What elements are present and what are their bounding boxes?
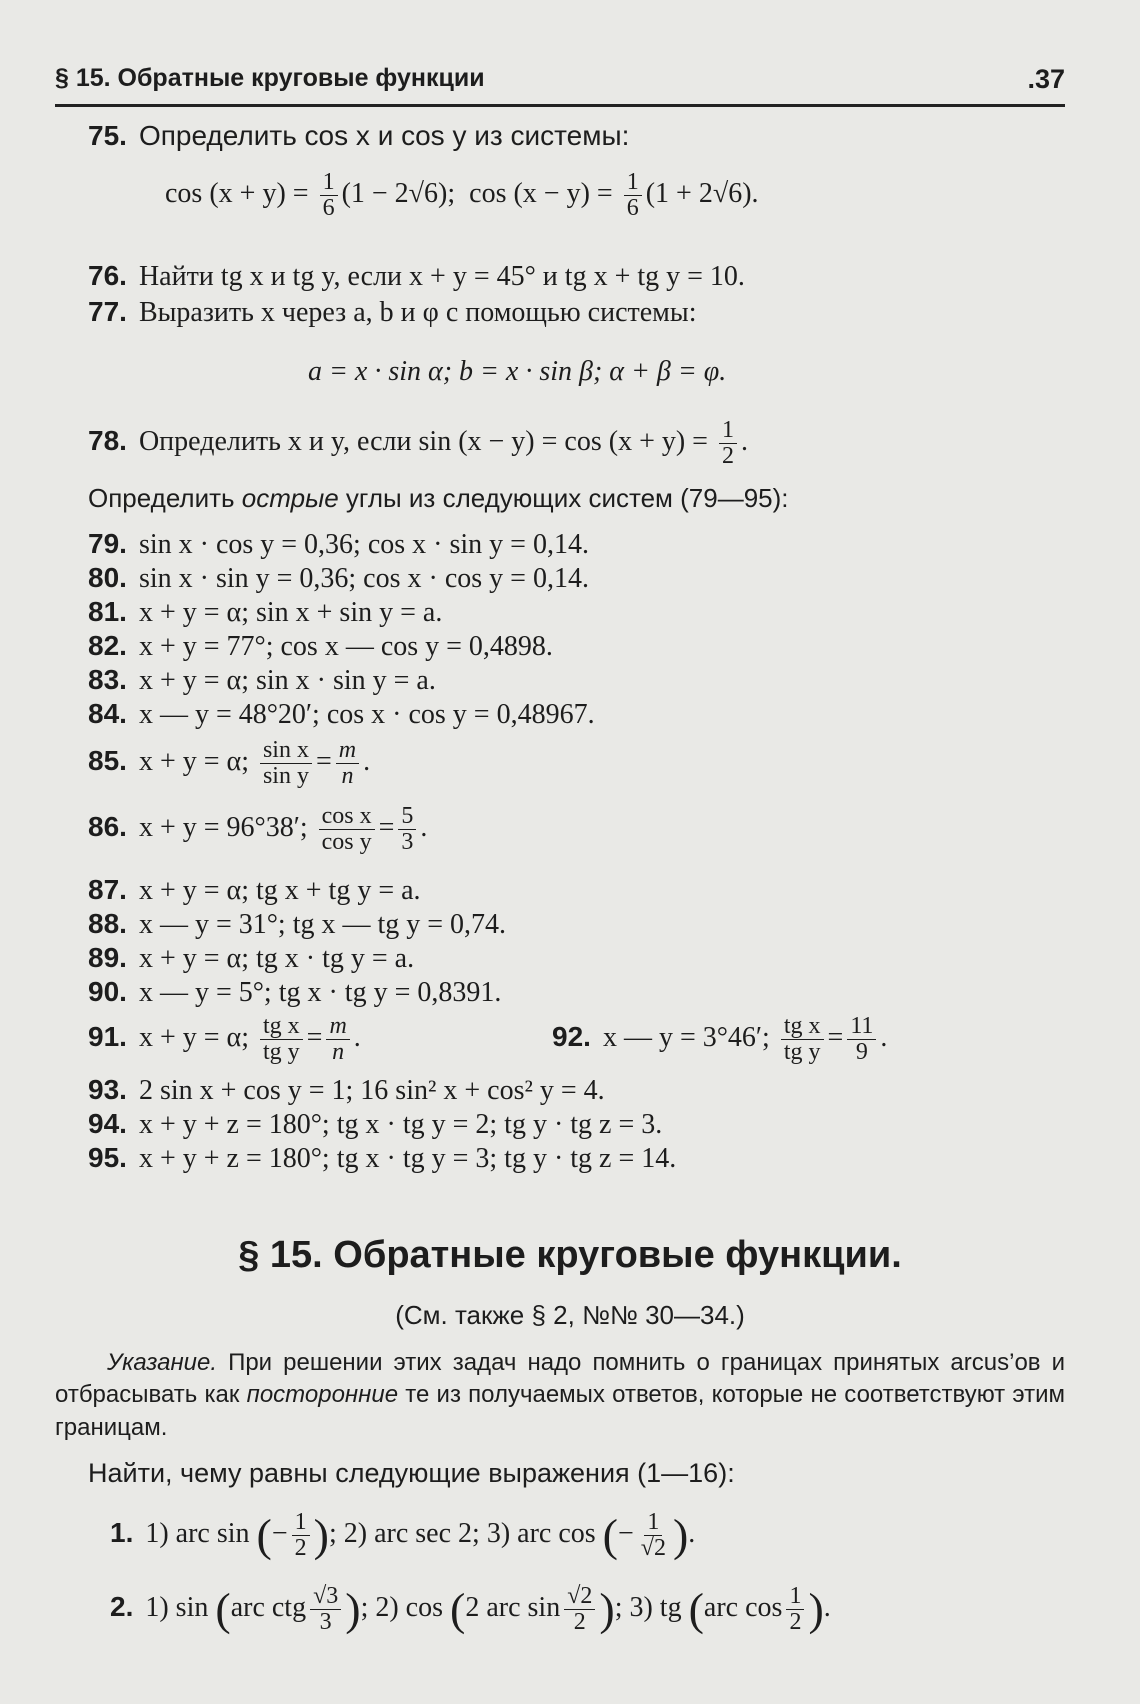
- fraction: $\frac{\text{tg x}}{\text{tg y}}$: [781, 1014, 824, 1065]
- intro-text: Определить: [88, 483, 242, 513]
- problem-text: Выразить x через a, b и φ с помощью системы:: [138, 297, 697, 328]
- close-paren: ): [313, 1509, 329, 1561]
- intro-sentence: [88, 484, 789, 514]
- fraction: $\frac{1}{2}$: [292, 1510, 310, 1561]
- equation-part: cos (x + y) =: [165, 178, 316, 210]
- equation-part: (1 − 2√6);: [341, 178, 456, 210]
- problem-number: 81.: [88, 596, 127, 627]
- open-paren: (: [602, 1509, 618, 1561]
- problem-number: 76.: [88, 260, 127, 291]
- note-label: Указание.: [107, 1349, 218, 1376]
- intro-italic: острые: [241, 483, 339, 513]
- problem-number: 88.: [88, 908, 127, 939]
- problem-row: [88, 908, 506, 941]
- problem-text: x + y = α; tg x · tg y = a.: [138, 943, 415, 974]
- expression-part: ; 2) arc sec 2; 3) arc cos: [329, 1518, 596, 1550]
- fraction: $\frac{\text{tg x}}{\text{tg y}}$: [260, 1014, 303, 1065]
- problem-86: [88, 804, 427, 855]
- problem-number: 84.: [88, 698, 127, 729]
- punctuation: .: [823, 1592, 831, 1624]
- problem-row: [88, 698, 595, 731]
- problem-text: x + y = α;: [138, 746, 249, 778]
- expression-part: 1) arc sin: [145, 1518, 250, 1550]
- problem-text: Найти tg x и tg y, если x + y = 45° и tg x + tg y = 10.: [138, 261, 745, 292]
- problem-number: 2.: [110, 1591, 134, 1623]
- expression-2: [110, 1584, 831, 1635]
- problem-row: [88, 942, 414, 975]
- find-sentence: Найти, чему равны следующие выражения (1—16):: [88, 1458, 735, 1488]
- equation-part: (1 + 2√6).: [645, 178, 759, 210]
- open-paren: (: [688, 1583, 704, 1635]
- fraction: $\frac{\text{cos x}}{\text{cos y}}$: [319, 804, 375, 855]
- expression-part: ; 3) tg: [614, 1592, 682, 1624]
- problem-text: x + y = α; sin x · sin y = a.: [138, 665, 436, 696]
- problem-text: sin x · cos y = 0,36; cos x · sin y = 0,14.: [138, 529, 589, 560]
- fraction: $\frac{1}{√2}$: [640, 1509, 666, 1562]
- problem-row: [88, 664, 436, 697]
- problem-91: [88, 1014, 361, 1065]
- problem-text: x + y + z = 180°; tg x · tg y = 3; tg y · tg z = 14.: [138, 1143, 677, 1174]
- expression-part: ; 2) cos: [360, 1592, 444, 1624]
- problem-number: 75.: [88, 120, 127, 151]
- see-also: (См. также § 2, №№ 30—34.): [395, 1300, 745, 1330]
- problem-75: [88, 120, 629, 153]
- problem-text: x — y = 48°20′; cos x · cos y = 0,48967.: [138, 699, 595, 730]
- problem-number: 95.: [88, 1142, 127, 1173]
- punctuation: .: [353, 1022, 361, 1054]
- problem-number: 89.: [88, 942, 127, 973]
- fraction: $\frac{1}{6}$: [320, 170, 338, 221]
- problem-85: [88, 738, 370, 789]
- problem-row: [88, 596, 442, 629]
- problem-text: x — y = 31°; tg x — tg y = 0,74.: [138, 909, 507, 940]
- problem-text: x — y = 3°46′;: [602, 1022, 770, 1054]
- minus-sign: −: [271, 1518, 288, 1550]
- problem-77: [88, 296, 696, 329]
- equals-sign: =: [827, 1022, 844, 1054]
- problem-number: 92.: [552, 1021, 591, 1053]
- problem-text: x + y = 77°; cos x — cos y = 0,4898.: [138, 631, 553, 662]
- fraction: $\frac{m}{n}$: [336, 738, 359, 789]
- problem-text: x + y + z = 180°; tg x · tg y = 2; tg y · tg z = 3.: [138, 1109, 663, 1140]
- problem-number: 91.: [88, 1021, 127, 1053]
- problem-text: x — y = 5°; tg x · tg y = 0,8391.: [138, 977, 502, 1008]
- problem-row: [88, 1074, 605, 1107]
- note-paragraph: [55, 1347, 1065, 1444]
- expression-part: arc ctg: [230, 1592, 307, 1624]
- problem-row: [88, 874, 421, 907]
- punctuation: .: [880, 1022, 888, 1054]
- page-number: .37: [1027, 64, 1065, 94]
- problem-number: 77.: [88, 296, 127, 327]
- running-title: § 15. Обратные круговые функции: [55, 64, 485, 92]
- problem-number: 79.: [88, 528, 127, 559]
- problem-text: x + y = 96°38′;: [138, 812, 308, 844]
- fraction: $\frac{1}{2}$: [719, 418, 737, 469]
- problem-row: [88, 1142, 676, 1175]
- problem-number: 86.: [88, 811, 127, 843]
- problem-76: [88, 260, 745, 293]
- problem-row: [88, 976, 501, 1009]
- fraction: $\frac{\text{sin x}}{\text{sin y}}$: [260, 738, 312, 789]
- fraction: $\frac{√2}{2}$: [564, 1584, 595, 1635]
- close-paren: ): [599, 1583, 615, 1635]
- intro-text: углы из следующих систем (79—95):: [338, 483, 789, 513]
- minus-sign: −: [617, 1518, 634, 1550]
- problem-row: [88, 528, 589, 561]
- problem-number: 90.: [88, 976, 127, 1007]
- problem-number: 85.: [88, 745, 127, 777]
- problem-text: x + y = α;: [138, 1022, 249, 1054]
- problem-number: 83.: [88, 664, 127, 695]
- problem-77-equation: a = x · sin α; b = x · sin β; α + β = φ.: [308, 356, 727, 387]
- fraction: $\frac{m}{n}$: [326, 1014, 349, 1065]
- note-text: те из получаемых ответов, которые не соответствуют этим границам.: [55, 1381, 1065, 1441]
- problem-row: [88, 562, 589, 595]
- equation-part: cos (x − y) =: [469, 178, 620, 210]
- open-paren: (: [215, 1583, 231, 1635]
- expression-1: [110, 1510, 695, 1561]
- section-title: § 15. Обратные круговые функции.: [238, 1234, 902, 1276]
- fraction: $\frac{1}{2}$: [786, 1584, 804, 1635]
- problem-text: Определить x и y, если sin (x − y) = cos (x + y) =: [138, 426, 715, 458]
- note-text: При решении этих задач надо помнить о границах принятых arcus’ов и отбрасывать как: [55, 1349, 1065, 1409]
- equals-sign: =: [315, 746, 332, 778]
- punctuation: .: [420, 812, 428, 844]
- problem-row: [88, 630, 553, 663]
- expression-part: arc cos: [703, 1592, 783, 1624]
- problem-text: sin x · sin y = 0,36; cos x · cos y = 0,14.: [138, 563, 589, 594]
- problem-text: x + y = α; sin x + sin y = a.: [138, 597, 443, 628]
- problem-number: 78.: [88, 425, 127, 457]
- problem-number: 93.: [88, 1074, 127, 1105]
- expression-part: 1) sin: [145, 1592, 209, 1624]
- problem-text: 2 sin x + cos y = 1; 16 sin² x + cos² y = 4.: [138, 1075, 605, 1106]
- punctuation: .: [363, 746, 371, 778]
- problem-row: [88, 1108, 662, 1141]
- problem-number: 82.: [88, 630, 127, 661]
- problem-text: Определить cos x и cos y из системы:: [138, 120, 630, 151]
- punctuation: .: [740, 426, 748, 458]
- close-paren: ): [672, 1509, 689, 1561]
- expression-part: 2 arc sin: [465, 1592, 561, 1624]
- fraction: $\frac{5}{3}$: [398, 804, 416, 855]
- fraction: $\frac{11}{9}$: [847, 1014, 876, 1065]
- close-paren: ): [808, 1583, 824, 1635]
- punctuation: .: [688, 1518, 696, 1550]
- problem-78: [88, 418, 748, 469]
- fraction: $\frac{√3}{3}$: [310, 1584, 341, 1635]
- equals-sign: =: [378, 812, 395, 844]
- problem-number: 87.: [88, 874, 127, 905]
- equals-sign: =: [306, 1022, 323, 1054]
- problem-75-equations: [165, 170, 759, 221]
- note-italic: посторонние: [246, 1381, 399, 1409]
- problem-number: 94.: [88, 1108, 127, 1139]
- close-paren: ): [345, 1583, 361, 1635]
- page-header: [55, 58, 1065, 107]
- problem-92: [552, 1014, 887, 1065]
- problem-text: x + y = α; tg x + tg y = a.: [138, 875, 421, 906]
- open-paren: (: [450, 1583, 466, 1635]
- open-paren: (: [256, 1509, 272, 1561]
- problem-number: 80.: [88, 562, 127, 593]
- fraction: $\frac{1}{6}$: [624, 170, 642, 221]
- problem-number: 1.: [110, 1517, 134, 1549]
